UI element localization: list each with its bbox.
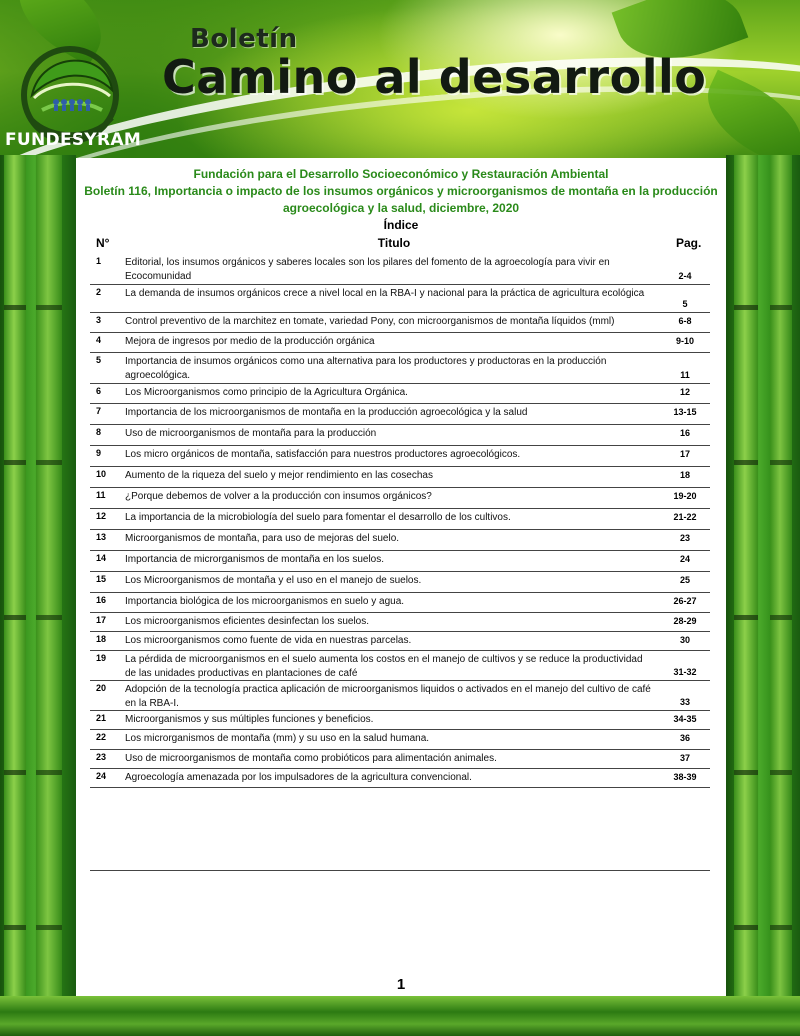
toc-row-number: 8 [96,427,102,437]
toc-row-title: Editorial, los insumos orgánicos y saberes locales son los pilares del fomento de la agroecología para vivir en Ecocomunidad [125,257,610,282]
document-page [76,158,726,996]
toc-row-pages: 11 [680,370,690,380]
toc-row [90,632,710,651]
toc-row-number: 15 [96,574,107,584]
bamboo-stalk [36,155,62,1036]
toc-row-title: Los microorganismos como fuente de vida en nuestras parcelas. [125,635,412,646]
toc-row [90,467,710,488]
toc-row-title: La demanda de insumos orgánicos crece a nivel local en la RBA-I y nacional para la práctica de agricultura ecológica [125,288,645,299]
toc-row [90,651,710,681]
toc-row [90,750,710,769]
toc-table [90,254,710,788]
toc-row-pages: 33 [679,697,690,707]
toc-row-pages: 19-20 [673,491,697,501]
toc-row [90,613,710,632]
toc-row [90,711,710,730]
toc-row-pages: 12 [679,387,690,397]
header-banner [0,0,800,160]
toc-row-number: 22 [96,732,107,742]
toc-row [90,404,710,425]
toc-row [90,285,710,313]
toc-row-title: Aumento de la riqueza del suelo y mejor rendimiento en las cosechas [125,470,433,481]
column-header-title: Titulo [377,236,411,250]
toc-row-pages: 17 [679,449,690,459]
toc-row [90,488,710,509]
toc-row-number: 5 [96,355,102,365]
toc-row-title: Control preventivo de la marchitez en tomate, variedad Pony, con microorganismos de montaña líquidos (mml) [125,316,615,327]
toc-row-title: Uso de microorganismos de montaña para la producción [125,428,377,439]
toc-row-number: 12 [96,511,107,521]
toc-row-title: Los Microorganismos de montaña y el uso en el manejo de suelos. [125,575,422,586]
toc-row-number: 6 [96,386,102,396]
toc-row-pages: 21-22 [673,512,697,522]
toc-row [90,769,710,788]
toc-row [90,446,710,467]
toc-row [90,551,710,572]
toc-row-pages: 28-29 [673,616,697,626]
toc-row-title: Los micro orgánicos de montaña, satisfacción para nuestros productores agroecológicos. [125,449,521,460]
toc-row [90,313,710,333]
toc-row-title: Importancia de microrganismos de montaña en los suelos. [125,554,385,565]
bamboo-stalk [734,155,758,1036]
toc-row-pages: 31-32 [673,667,697,677]
toc-row-number: 23 [96,752,107,762]
bamboo-panel-right [726,155,800,1036]
toc-row-number: 4 [96,335,102,345]
toc-row-number: 21 [96,713,107,723]
bamboo-panel-left [0,155,76,1036]
toc-row-title: Agroecología amenazada por los impulsadores de la agricultura convencional. [125,772,472,783]
toc-row [90,681,710,711]
toc-row-title: Microorganismos de montaña, para uso de mejoras del suelo. [125,533,400,544]
column-header-number: N° [96,236,110,250]
toc-row-title: Los microrganismos de montaña (mm) y su uso en la salud humana. [125,733,430,744]
toc-row-title: Importancia de insumos orgánicos como una alternativa para los productores y productoras en la producción agroecológica. [125,356,607,381]
organization-name: FUNDESYRAM [5,130,142,150]
toc-row-title: Microorganismos y sus múltiples funciones y beneficios. [125,714,374,725]
toc-row [90,593,710,613]
toc-row-number: 16 [96,595,107,605]
toc-row-number: 14 [96,553,107,563]
toc-row-pages: 23 [679,533,690,543]
toc-row-number: 1 [96,256,102,266]
toc-row-pages: 13-15 [673,407,697,417]
bamboo-bottom-strip [0,996,800,1036]
toc-row-pages: 5 [682,299,688,309]
toc-row-pages: 16 [679,428,690,438]
toc-row-pages: 30 [679,635,690,645]
foundation-name: Fundación para el Desarrollo Socioeconómico y Restauración Ambiental [193,167,609,181]
toc-row-number: 9 [96,448,102,458]
toc-row-title: Uso de microorganismos de montaña como probióticos para alimentación animales. [125,753,497,764]
bamboo-stalk [4,155,26,1036]
toc-row [90,353,710,384]
page-number: 1 [396,976,406,993]
bulletin-subtitle-line2: agroecológica y la salud, diciembre, 2020 [282,201,520,215]
bulletin-subtitle-line1: Boletín 116, Importancia o impacto de los insumos orgánicos y microorganismos de montaña en la producción [84,184,718,198]
toc-row-number: 18 [96,634,107,644]
toc-row-pages: 36 [679,733,690,743]
toc-row [90,572,710,593]
toc-row-pages: 18 [679,470,690,480]
toc-row-number: 20 [96,683,107,693]
toc-row-title: ¿Porque debemos de volver a la producción con insumos orgánicos? [125,491,432,502]
toc-row-title: La pérdida de microorganismos en el suelo aumenta los costos en el manejo de cultivos y se reduce la productividad de las unidades productivas en plantaciones de café [125,654,643,679]
toc-row-title: Adopción de la tecnología practica aplicación de microorganismos liquidos o activados en el manejo del cultivo de café en la RBA-I. [125,684,651,709]
toc-row-number: 24 [96,771,107,781]
toc-row-number: 7 [96,406,102,416]
toc-row-pages: 34-35 [673,714,697,724]
toc-row-pages: 26-27 [673,596,697,606]
bamboo-stalk [770,155,792,1036]
index-heading: Índice [383,218,419,232]
toc-row-title: La importancia de la microbiología del suelo para fomentar el desarrollo de los cultivos. [125,512,511,523]
toc-row-number: 19 [96,653,107,663]
toc-row-pages: 9-10 [675,336,694,346]
column-header-page: Pag. [676,236,702,250]
toc-row [90,425,710,446]
toc-row-pages: 24 [679,554,690,564]
toc-row-title: Los Microorganismos como principio de la Agricultura Orgánica. [125,387,408,398]
toc-row-number: 11 [96,490,106,500]
toc-row-pages: 38-39 [673,772,697,782]
toc-row-title: Mejora de ingresos por medio de la producción orgánica [125,336,375,347]
toc-row [90,730,710,750]
toc-row-title: Los microorganismos eficientes desinfectan los suelos. [125,616,370,627]
toc-row-number: 13 [96,532,107,542]
toc-row-number: 17 [96,615,107,625]
toc-row-title: Importancia biológica de los microorganismos en suelo y agua. [125,596,405,607]
toc-row-number: 3 [96,315,102,325]
toc-row-pages: 6-8 [678,316,692,326]
toc-row-title: Importancia de los microorganismos de montaña en la producción agroecológica y la salud [125,407,528,418]
toc-row [90,254,710,285]
toc-row-pages: 2-4 [678,271,692,281]
toc-row [90,509,710,530]
table-bottom-rule [90,870,710,871]
toc-row [90,333,710,353]
toc-row-pages: 25 [679,575,690,585]
toc-row-number: 10 [96,469,107,479]
bulletin-kicker: Boletín [190,24,298,54]
toc-row [90,530,710,551]
toc-row-pages: 37 [679,753,690,763]
toc-row [90,384,710,404]
bulletin-title: Camino al desarrollo [162,50,707,104]
toc-row-number: 2 [96,287,102,297]
